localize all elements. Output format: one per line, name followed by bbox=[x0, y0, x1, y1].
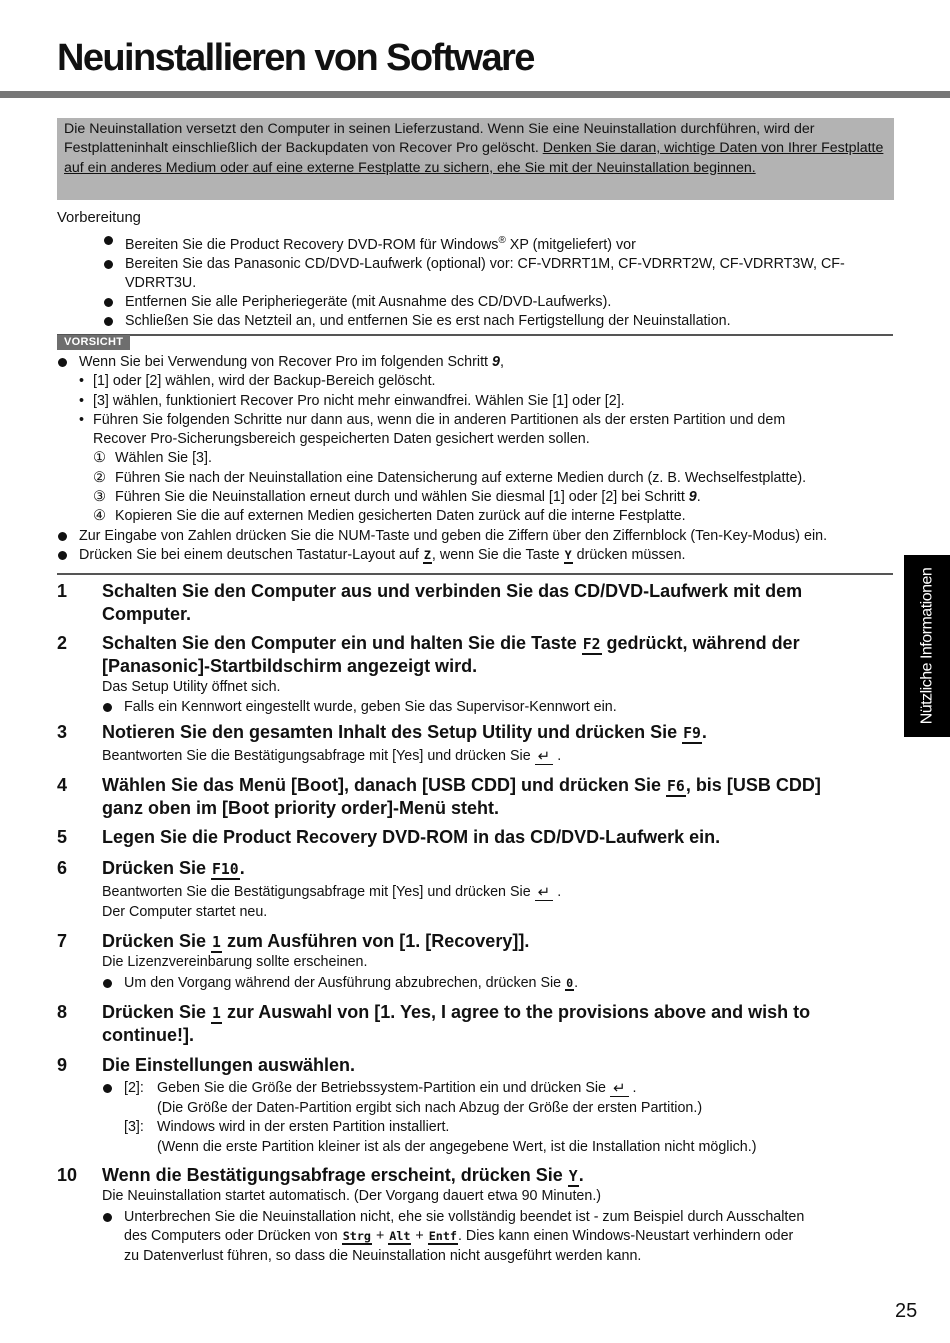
step-body bbox=[102, 1079, 897, 1157]
side-tab-label: Nützliche Informationen bbox=[918, 567, 936, 725]
step-heading-text: Drücken Sie bbox=[102, 1002, 212, 1022]
list-item-text: Bereiten Sie die Product Recovery DVD-ROM für Windows bbox=[125, 236, 499, 253]
step-heading bbox=[102, 1164, 897, 1187]
step-number: 2 bbox=[57, 633, 68, 653]
step-heading-text: continue!]. bbox=[102, 1024, 194, 1045]
notice-box bbox=[57, 118, 894, 200]
step-note: Der Computer startet neu. bbox=[102, 903, 268, 920]
option-item bbox=[102, 1118, 897, 1138]
option-text: Windows wird in der ersten Partition installiert. bbox=[157, 1119, 450, 1135]
step-heading-text: gedrückt, während der bbox=[601, 633, 800, 653]
list-item-text: Entfernen Sie alle Peripheriegeräte (mit Ausnahme des CD/DVD-Laufwerks). bbox=[125, 293, 612, 310]
list-item-text: XP (mitgeliefert) vor bbox=[505, 236, 636, 253]
caution-numbered-item bbox=[57, 469, 897, 488]
step-heading: Legen Sie die Product Recovery DVD-ROM in das CD/DVD-Laufwerk ein. bbox=[102, 827, 721, 847]
list-item bbox=[103, 231, 903, 255]
step-bullet-text: des Computers oder Drücken von bbox=[124, 1228, 342, 1244]
page-title: Neuinstallieren von Software bbox=[57, 37, 534, 79]
caution-text: drücken müssen. bbox=[572, 546, 686, 563]
step-number: 4 bbox=[57, 775, 68, 795]
list-item-text: Bereiten Sie das Panasonic CD/DVD-Laufwerk (optional) vor: CF-VDRRT1M, CF-VDRRT2W, CF-VDRRT3W, CF-VDRRT3U. bbox=[125, 255, 845, 291]
step-bullet-text: Um den Vorgang während der Ausführung abzubrechen, drücken Sie bbox=[124, 974, 566, 991]
step-heading bbox=[102, 930, 897, 953]
caution-item bbox=[57, 546, 897, 565]
step-body bbox=[102, 953, 897, 993]
key-f6: F6 bbox=[667, 778, 685, 795]
caution-numbered-item bbox=[57, 449, 897, 468]
page-number: 25 bbox=[895, 1300, 918, 1322]
step-body bbox=[102, 678, 897, 717]
key-y: Y bbox=[564, 547, 572, 562]
enter-key-icon: ↵ bbox=[535, 885, 554, 901]
step-heading-text: Drücken Sie bbox=[102, 931, 212, 951]
step-heading-text: Wenn die Bestätigungsabfrage erscheint, drücken Sie bbox=[102, 1165, 568, 1185]
caution-subitem-cont: Recover Pro-Sicherungsbereich gespeicherten Daten gesichert werden sollen. bbox=[93, 431, 590, 448]
step-body bbox=[102, 883, 897, 922]
key-f9: F9 bbox=[683, 725, 701, 742]
step-heading-text: Notieren Sie den gesamten Inhalt des Setup Utility und drücken Sie bbox=[102, 722, 683, 742]
step-body bbox=[102, 747, 897, 767]
step-heading-text: zur Auswahl von [1. Yes, I agree to the provisions above and wish to bbox=[221, 1002, 811, 1022]
caution-text: Drücken Sie bei einem deutschen Tastatur-Layout auf bbox=[79, 546, 423, 563]
list-item bbox=[103, 255, 903, 293]
section-side-tab bbox=[904, 555, 950, 737]
step-bullet bbox=[102, 974, 897, 994]
key-z: Z bbox=[423, 547, 431, 562]
step-bullet-text: zu Datenverlust führen, so dass die Neuinstallation nicht ausgeführt werden kann. bbox=[124, 1247, 642, 1264]
circled-number: ④ bbox=[93, 508, 106, 525]
step-note-text: Beantworten Sie die Bestätigungsabfrage mit [Yes] und drücken Sie bbox=[102, 748, 531, 764]
caution-text: . bbox=[696, 489, 701, 506]
step-heading-text: , bis [USB CDD] bbox=[685, 775, 821, 795]
caution-text: Führen Sie nach der Neuinstallation eine Datensicherung auf externe Medien durch (z. B. Wechselfestplatte). bbox=[115, 469, 807, 486]
step-reference: 9 bbox=[492, 354, 500, 370]
step-heading-text: . bbox=[239, 858, 245, 878]
step-note: Das Setup Utility öffnet sich. bbox=[102, 679, 281, 695]
step-number: 3 bbox=[57, 722, 68, 742]
registered-mark: ® bbox=[498, 235, 506, 246]
option-text-cont: (Die Größe der Daten-Partition ergibt sich nach Abzug der Größe der ersten Partition.) bbox=[157, 1099, 703, 1116]
plus-sign: + bbox=[411, 1228, 428, 1244]
key-y: Y bbox=[568, 1168, 578, 1185]
list-item-text: Schließen Sie das Netzteil an, und entfernen Sie es erst nach Fertigstellung der Neuinstallation. bbox=[125, 312, 731, 329]
plus-sign: + bbox=[371, 1228, 389, 1244]
step-note bbox=[102, 883, 897, 903]
caution-subitem: • [1] oder [2] wählen, wird der Backup-Bereich gelöscht. bbox=[57, 372, 897, 391]
caution-text: Wählen Sie [3]. bbox=[115, 450, 212, 467]
step-number: 1 bbox=[57, 581, 68, 601]
step-heading-text: zum Ausführen von [1. [Recovery]]. bbox=[221, 931, 530, 951]
caution-text: Wenn Sie bei Verwendung von Recover Pro im folgenden Schritt bbox=[79, 354, 492, 370]
caution-subitem: • Führen Sie folgenden Schritte nur dann aus, wenn die in anderen Partitionen als der ersten Partition und dem bbox=[57, 411, 897, 430]
caution-text: , bbox=[499, 354, 504, 370]
option-item bbox=[102, 1079, 897, 1099]
step-reference: 9 bbox=[688, 489, 697, 506]
caution-section bbox=[57, 353, 897, 565]
option-label: [3]: bbox=[124, 1119, 144, 1135]
step-bullet: Falls ein Kennwort eingestellt wurde, geben Sie das Supervisor-Kennwort ein. bbox=[102, 698, 897, 718]
step-bullet-text: . bbox=[574, 974, 579, 991]
step-heading bbox=[102, 774, 897, 819]
caution-subitem: • [3] wählen, funktioniert Recover Pro nicht mehr einwandfrei. Wählen Sie [1] oder [2]. bbox=[57, 392, 897, 411]
step-heading-text: Computer. bbox=[102, 603, 192, 624]
step-note-text: . bbox=[557, 748, 562, 764]
caution-text: Kopieren Sie die auf externen Medien gesicherten Daten zurück auf die interne Festplatte. bbox=[115, 508, 686, 525]
caution-numbered-item bbox=[57, 507, 897, 526]
step-note-text: . bbox=[557, 884, 562, 900]
step-heading bbox=[102, 632, 897, 677]
step-heading-text: . bbox=[578, 1165, 584, 1185]
list-item bbox=[103, 293, 903, 312]
preparation-heading: Vorbereitung bbox=[57, 210, 141, 226]
step-heading-text: Drücken Sie bbox=[102, 858, 212, 878]
step-heading-text: ganz oben im [Boot priority order]-Menü steht. bbox=[102, 797, 499, 818]
key-0: 0 bbox=[566, 975, 574, 990]
step-bullet bbox=[102, 1208, 897, 1267]
step-heading-text: [Panasonic]-Startbildschirm angezeigt wird. bbox=[102, 655, 478, 676]
step-number: 8 bbox=[57, 1002, 68, 1022]
step-note: Die Neuinstallation startet automatisch. (Der Vorgang dauert etwa 90 Minuten.) bbox=[102, 1188, 602, 1204]
step-number: 6 bbox=[57, 858, 68, 878]
step-note bbox=[102, 747, 897, 767]
step-heading bbox=[102, 721, 897, 744]
preparation-list bbox=[103, 231, 903, 331]
circled-number: ① bbox=[93, 450, 106, 467]
key-alt: Alt bbox=[389, 1229, 411, 1243]
caution-text: , wenn Sie die Taste bbox=[431, 546, 564, 563]
step-heading-text: . bbox=[701, 722, 707, 742]
option-label: [2]: bbox=[124, 1080, 144, 1096]
enter-key-icon: ↵ bbox=[610, 1081, 629, 1097]
step-heading: Die Einstellungen auswählen. bbox=[102, 1055, 356, 1075]
caution-item: Zur Eingabe von Zahlen drücken Sie die NUM-Taste und geben die Ziffern über den Ziffernblock (Ten-Key-Modus) ein. bbox=[57, 527, 897, 546]
step-note: Die Lizenzvereinbarung sollte erscheinen. bbox=[102, 954, 368, 970]
step-heading-text: Wählen Sie das Menü [Boot], danach [USB CDD] und drücken Sie bbox=[102, 775, 667, 795]
notice-text: Die Neuinstallation versetzt den Computer in seinen Lieferzustand. Wenn Sie eine Neuinstallation durchführen, wird der Festplatteninhalt einschließlich der Backupdaten von Recover Pro gelöscht. bbox=[64, 121, 815, 157]
enter-key-icon: ↵ bbox=[535, 749, 554, 765]
step-heading bbox=[102, 857, 897, 880]
circled-number: ③ bbox=[93, 489, 106, 506]
step-number: 9 bbox=[57, 1055, 68, 1075]
step-number: 5 bbox=[57, 827, 68, 847]
caution-badge: VORSICHT bbox=[57, 335, 130, 350]
step-bullet-text: . Dies kann einen Windows-Neustart verhindern oder bbox=[457, 1228, 794, 1244]
key-f10: F10 bbox=[212, 861, 239, 878]
caution-bottom-rule bbox=[57, 573, 893, 575]
key-strg: Strg bbox=[342, 1229, 371, 1243]
step-heading-text: Schalten Sie den Computer ein und halten Sie die Taste bbox=[102, 633, 582, 653]
key-1: 1 bbox=[212, 934, 221, 951]
option-text: Geben Sie die Größe der Betriebssystem-Partition ein und drücken Sie bbox=[157, 1080, 606, 1096]
step-heading-text: Schalten Sie den Computer aus und verbinden Sie das CD/DVD-Laufwerk mit dem bbox=[102, 581, 803, 601]
caution-numbered-item bbox=[57, 488, 897, 507]
caution-top-rule bbox=[57, 334, 893, 336]
key-f2: F2 bbox=[582, 636, 601, 653]
list-item bbox=[103, 312, 903, 331]
key-1: 1 bbox=[212, 1005, 221, 1022]
step-body bbox=[102, 1187, 897, 1266]
step-note-text: Beantworten Sie die Bestätigungsabfrage mit [Yes] und drücken Sie bbox=[102, 884, 531, 900]
step-number: 7 bbox=[57, 931, 68, 951]
notice-warning-text: Denken Sie daran, wichtige Daten von Ihrer Festplatte auf ein anderes Medium oder auf eine externe Festplatte zu sichern, ehe Sie mit der Neuinstallation beginnen. bbox=[64, 140, 884, 176]
step-bullet-text: Unterbrechen Sie die Neuinstallation nicht, ehe sie vollständig beendet ist - zum Beispiel durch Ausschalten bbox=[124, 1208, 805, 1225]
option-text: . bbox=[632, 1080, 637, 1096]
step-heading bbox=[102, 580, 897, 625]
caution-text: Führen Sie die Neuinstallation erneut durch und wählen Sie diesmal [1] oder [2] bei Schritt bbox=[115, 489, 689, 506]
caution-item bbox=[57, 353, 897, 372]
option-text-cont: (Wenn die erste Partition kleiner ist als der angegebene Wert, ist die Installation nicht möglich.) bbox=[157, 1138, 757, 1155]
circled-number: ② bbox=[93, 469, 106, 486]
step-heading bbox=[102, 1001, 897, 1046]
title-rule bbox=[0, 91, 950, 98]
key-entf: Entf bbox=[428, 1229, 457, 1243]
step-number: 10 bbox=[57, 1165, 78, 1185]
